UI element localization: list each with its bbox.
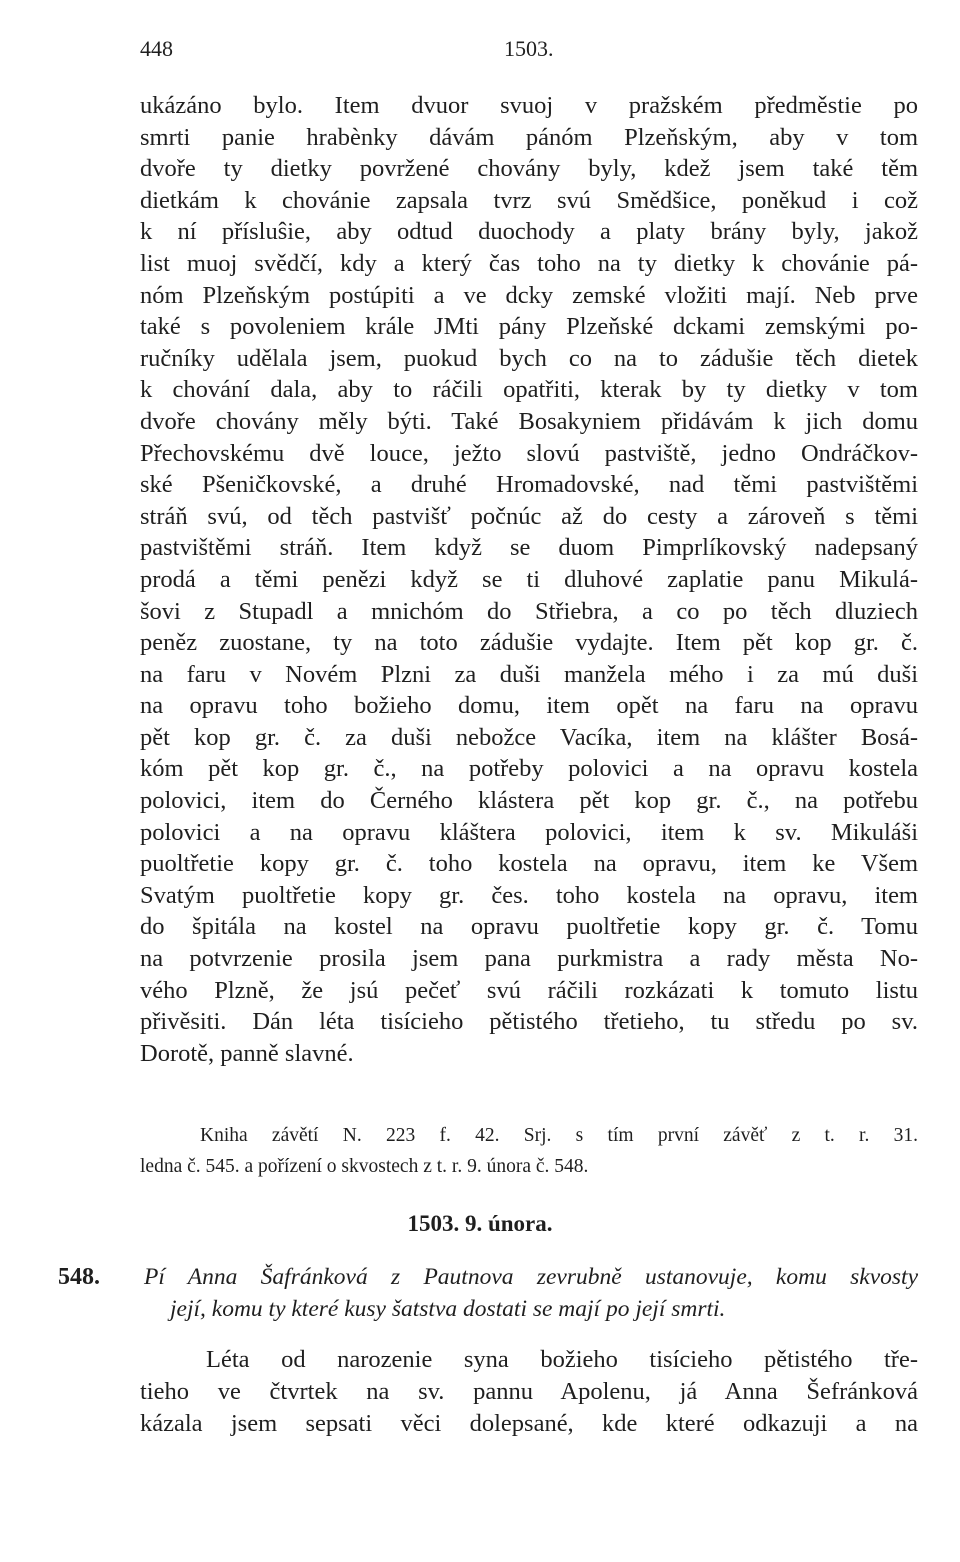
entry-regest: [144, 1262, 918, 1325]
text-line: pastvištěmi stráň. Item když se duom Pimprlíkovský nadepsaný: [140, 534, 918, 562]
page-header: [140, 36, 920, 66]
text-line: k ní přísluŝie, aby odtud duochody a platy brány byly, jakož: [140, 218, 918, 246]
running-header-year: 1503.: [504, 36, 554, 61]
main-text-block: [140, 90, 918, 1069]
text-line: kóm pět kop gr. č., na potřeby polovici a na opravu kostela: [140, 755, 918, 783]
text-line: list muoj svědčí, kdy a který čas toho na ty dietky k chovánie pá-: [140, 249, 918, 277]
text-line: polovici a na opravu kláštera polovici, item k sv. Mikuláši: [140, 818, 918, 846]
text-line: také s povoleniem krále JMti pány Plzeňské dckami zemskými po-: [140, 313, 918, 341]
source-note-line: Kniha závětí N. 223 f. 42. Srj. s tím první závěť z t. r. 31.: [200, 1125, 918, 1146]
source-note-line: ledna č. 545. a pořízení o skvostech z t. r. 9. února č. 548.: [140, 1156, 589, 1177]
text-line: nóm Plzeňským postúpiti a ve dcky zemské vložiti mají. Neb prve: [140, 281, 918, 309]
text-line: Svatým puoltřetie kopy gr. čes. toho kostela na opravu, item: [140, 881, 918, 909]
text-line: tieho ve čtvrtek na sv. pannu Apolenu, já Anna Šefránková: [140, 1378, 918, 1405]
entry-date-heading: 1503. 9. února.: [407, 1211, 553, 1236]
text-line: puoltřetie kopy gr. č. toho kostela na opravu, item ke Všem: [140, 850, 918, 878]
source-note: [140, 1120, 918, 1182]
text-line: na opravu toho božieho domu, item opět na faru na opravu: [140, 692, 918, 720]
page-number: 448: [140, 36, 173, 61]
text-line: na faru v Novém Plzni za duši manžela mého i za mú duši: [140, 660, 918, 688]
text-line: Léta od narozenie syna božieho tisícieho pětistého tře-: [206, 1346, 918, 1373]
text-line: Přechovskému dvě louce, ježto slovú pastviště, jedno Ondráčkov-: [140, 439, 918, 467]
text-line: smrti panie hrabènky dávám pánóm Plzeňským, aby v tom: [140, 123, 918, 151]
text-line: šovi z Stupadl a mnichóm do Střiebra, a co po těch dluziech: [140, 597, 918, 625]
text-line: přivěsiti. Dán léta tisícieho pětistého třetieho, tu středu po sv.: [140, 1008, 918, 1036]
text-line: Dorotě, panně slavné.: [140, 1039, 354, 1067]
text-line: pět kop gr. č. za duši nebožce Vacíka, item na klášter Bosá-: [140, 723, 918, 751]
entry-text-block: [140, 1344, 918, 1440]
regest-line: Pí Anna Šafránková z Pautnova zevrubně ustanovuje, komu skvosty: [144, 1264, 918, 1290]
text-line: peněz zuostane, ty na toto zádušie vydajte. Item pět kop gr. č.: [140, 629, 918, 657]
entry-number: 548.: [58, 1264, 100, 1290]
text-line: dvoře chovány měly býti. Také Bosakyniem přidávám k jich domu: [140, 407, 918, 435]
regest-line: její, komu ty které kusy šatstva dostati se mají po její smrti.: [170, 1295, 726, 1322]
text-line: na potvrzenie prosila jsem pana purkmistra a rady města No-: [140, 945, 918, 973]
text-line: dvoře ty dietky povržené chovány byly, kdež jsem také těm: [140, 155, 918, 183]
text-line: vého Plzně, že jsú pečeť svú ráčili rozkázati k tomuto listu: [140, 976, 918, 1004]
text-line: dietkám k chovánie zapsala tvrz svú Smědšice, poněkud i což: [140, 186, 918, 214]
text-line: ské Pšeničkovské, a druhé Hromadovské, nad těmi pastvištěmi: [140, 471, 918, 499]
text-line: stráň svú, od těch pastvišť počnúc až do cesty a zároveň s těmi: [140, 502, 918, 530]
text-line: kázala jsem sepsati věci dolepsané, kde které odkazuji a na: [140, 1410, 918, 1437]
text-line: polovici, item do Černého klástera pět kop gr. č., na potřebu: [140, 787, 918, 815]
text-line: ručníky udělala jsem, puokud bych co na to zádušie těch dietek: [140, 344, 918, 372]
text-line: prodá a těmi penězi když se ti dluhové zaplatie panu Mikulá-: [140, 565, 918, 593]
text-line: do špitála na kostel na opravu puoltřetie kopy gr. č. Tomu: [140, 913, 918, 941]
text-line: ukázáno bylo. Item dvuor svuoj v pražském předměstie po: [140, 92, 918, 119]
text-line: k chování dala, aby to ráčili opatřiti, kterak by ty dietky v tom: [140, 376, 918, 404]
